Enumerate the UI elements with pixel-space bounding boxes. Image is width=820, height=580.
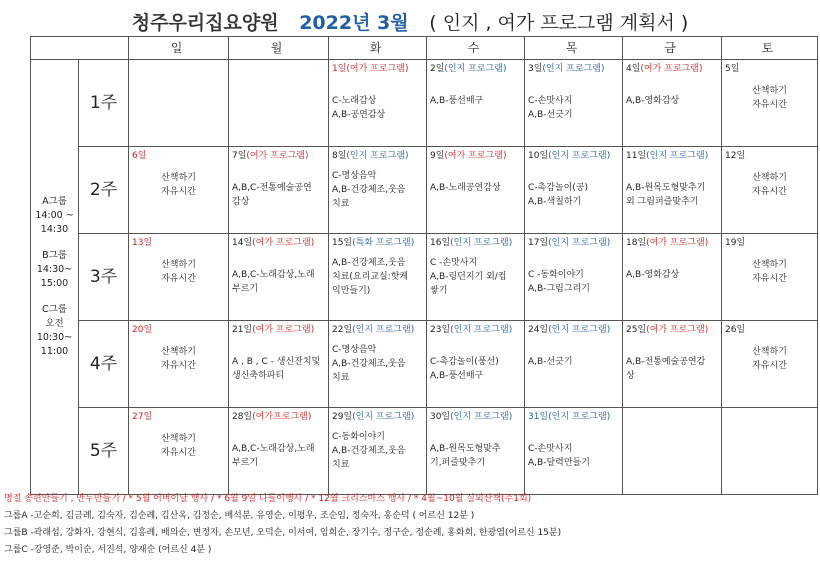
day-cell	[329, 321, 427, 408]
activity-line: A , B , C - 생신잔치및	[232, 357, 321, 367]
day-header	[229, 234, 328, 250]
day-cell-body	[229, 147, 328, 233]
activity-list	[427, 250, 524, 298]
group-time-line: C그룹	[42, 304, 67, 315]
date-number: 25일	[626, 325, 647, 335]
group-times	[31, 60, 79, 495]
day-cell	[129, 60, 229, 147]
activity-list	[427, 424, 524, 470]
week-row	[31, 408, 818, 495]
date-number: 10일	[528, 151, 549, 161]
day-cell	[525, 408, 623, 495]
date-number: 20일	[132, 325, 153, 335]
activity-line: A,B-원목도형맞추	[430, 444, 501, 454]
day-cell	[427, 147, 525, 234]
day-cell-body	[427, 234, 524, 320]
activity-line: A,B-선긋기	[528, 357, 573, 367]
activity-line: A,B,C-전통예술공연	[232, 183, 312, 193]
activity-line: 산책하기	[752, 86, 787, 96]
date-number: 9일	[430, 151, 445, 161]
page-title	[0, 8, 820, 35]
day-cell-body	[329, 321, 426, 407]
activity-list	[329, 250, 426, 298]
day-cell-body	[722, 408, 817, 494]
day-cell-body	[623, 147, 721, 233]
program-type: (인지 프로그램)	[352, 325, 415, 335]
activity-line: 생신축하파티	[232, 371, 285, 381]
activity-line: C-손맛사지	[528, 96, 573, 106]
events-note: 명절 송편만들기 , 만두만들기 / * 5월 어버이날 행사 / * 6월 9일 나들이행사 / * 12월 크리스마스 행사 / * 4월~10월 실외산책(주1회)	[4, 494, 532, 504]
day-cell	[722, 234, 818, 321]
activity-line: A,B-공연감상	[332, 110, 386, 120]
group-time-line: 10:30~	[36, 332, 73, 343]
day-cell	[129, 321, 229, 408]
group-b-members: 그룹B -곽래섭, 강화자, 강현식, 김흥례, 배의순, 변정자, 손모년, 오덕순, 이서여, 임희순, 장기수, 정구순, 정순례, 홍화희, 한광염(어르신 15분)	[4, 528, 562, 538]
activity-line: A,B-원목도형맞추기	[626, 183, 706, 193]
activity-line: A,B-풍선배구	[430, 96, 484, 106]
day-cell-body	[129, 321, 228, 407]
header-day: 목	[525, 37, 623, 60]
program-type: (인지 프로그램)	[548, 151, 611, 161]
day-cell-body	[525, 234, 622, 320]
activity-list	[427, 337, 524, 383]
day-header	[229, 147, 328, 163]
day-header	[427, 408, 524, 424]
program-type: (여가프로그램)	[252, 412, 312, 422]
day-cell	[623, 147, 722, 234]
activity-line: A,B,C-노래감상,노래	[232, 270, 315, 280]
day-cell	[329, 234, 427, 321]
activity-line: 외 그림퍼즐맞추기	[626, 197, 699, 207]
header-day: 월	[229, 37, 329, 60]
day-header	[623, 321, 721, 337]
program-type: (특화 프로그램)	[352, 238, 415, 248]
header-day: 토	[722, 37, 818, 60]
day-cell	[525, 147, 623, 234]
day-cell-body	[229, 60, 328, 146]
day-cell	[427, 321, 525, 408]
day-cell-body	[129, 234, 228, 320]
header-day: 수	[427, 37, 525, 60]
activity-line: A,B-링던지기 외/컵	[430, 272, 507, 282]
day-cell-body	[623, 321, 721, 407]
activity-line: C-노래감상	[332, 96, 377, 106]
program-type: (여가 프로그램)	[444, 151, 507, 161]
program-type: (여가 프로그램)	[252, 238, 315, 248]
activity-line: A,B-건강체조,웃음	[332, 258, 406, 268]
week-label: 2주	[79, 147, 129, 234]
day-cell-body	[525, 60, 622, 146]
date-number: 12일	[725, 151, 746, 161]
program-type: (인지 프로그램)	[450, 238, 513, 248]
activity-list	[525, 163, 622, 209]
activity-list	[427, 76, 524, 108]
day-cell-body	[229, 234, 328, 320]
program-type: (여가 프로그램)	[346, 64, 409, 74]
date-number: 22일	[332, 325, 353, 335]
group-c-members: 그룹C -강영준, 박이순, 서진석, 양재순 (어르신 4분 )	[4, 545, 212, 555]
activity-line: 자유시간	[161, 187, 196, 197]
day-cell	[623, 234, 722, 321]
activity-list	[722, 76, 817, 112]
activity-line: C-촉감놀이(공)	[528, 183, 589, 193]
group-time-line: 14:30~	[36, 264, 73, 275]
date-number: 26일	[725, 325, 746, 335]
day-cell	[329, 60, 427, 147]
program-type: (인지 프로그램)	[542, 64, 605, 74]
activity-line: C -동화이야기	[528, 270, 584, 280]
activity-list	[623, 76, 721, 108]
date-number: 13일	[132, 238, 153, 248]
day-cell-body	[623, 408, 721, 494]
activity-line: A,B-건강체조,웃음	[332, 446, 406, 456]
date-number: 30일	[430, 412, 451, 422]
activity-list	[329, 337, 426, 385]
program-type: (여가 프로그램)	[640, 64, 703, 74]
program-type: (인지 프로그램)	[548, 238, 611, 248]
date-number: 2일	[430, 64, 445, 74]
date-number: 28일	[232, 412, 253, 422]
activity-line: A,B-노래공연감상	[430, 183, 501, 193]
day-cell-body	[427, 147, 524, 233]
day-header	[722, 234, 817, 250]
day-header	[129, 408, 228, 424]
activity-line: 자유시간	[161, 274, 196, 284]
schedule-table	[30, 36, 818, 495]
day-header	[722, 60, 817, 76]
day-cell	[623, 60, 722, 147]
title-facility: 청주우리집요양원	[131, 12, 279, 34]
day-cell	[229, 60, 329, 147]
activity-list	[427, 163, 524, 195]
day-cell	[525, 321, 623, 408]
activity-line: 자유시간	[752, 274, 787, 284]
activity-line: 산책하기	[161, 434, 196, 444]
activity-line: A,B-영화감상	[626, 270, 680, 280]
day-header	[329, 147, 426, 163]
week-label: 5주	[79, 408, 129, 495]
activity-list	[329, 163, 426, 211]
group-time-line: 14:30	[40, 224, 69, 235]
program-type: (여가 프로그램)	[646, 325, 709, 335]
activity-line: 감상	[232, 197, 250, 207]
activity-line: 자유시간	[161, 361, 196, 371]
day-cell	[229, 321, 329, 408]
date-number: 18일	[626, 238, 647, 248]
day-header	[427, 147, 524, 163]
activity-line: 상	[626, 371, 635, 381]
activity-line: 자유시간	[752, 361, 787, 371]
activity-line: 자유시간	[161, 448, 196, 458]
activity-line: C-명상음악	[332, 345, 377, 355]
activity-line: 자유시간	[752, 100, 787, 110]
activity-line: 기,퍼즐맞추기	[430, 458, 486, 468]
title-date: 2022년 3월	[299, 12, 409, 34]
day-cell	[329, 147, 427, 234]
program-type: (인지 프로그램)	[646, 151, 709, 161]
week-row	[31, 234, 818, 321]
activity-line: 자유시간	[752, 187, 787, 197]
activity-list	[722, 163, 817, 199]
day-header	[722, 147, 817, 163]
activity-line: C-동화이야기	[332, 432, 386, 442]
day-header	[129, 234, 228, 250]
day-header	[329, 60, 426, 76]
day-cell	[427, 60, 525, 147]
program-type: (인지 프로그램)	[352, 412, 415, 422]
day-cell-body	[722, 147, 817, 233]
date-number: 7일	[232, 151, 247, 161]
activity-list	[525, 76, 622, 122]
date-number: 11일	[626, 151, 647, 161]
header-day: 금	[623, 37, 722, 60]
activity-line: A,B-영화감상	[626, 96, 680, 106]
week-row	[31, 321, 818, 408]
day-header	[623, 147, 721, 163]
activity-list	[129, 337, 228, 373]
day-header	[722, 321, 817, 337]
day-cell	[525, 234, 623, 321]
program-type: (인지 프로그램)	[450, 325, 513, 335]
date-number: 15일	[332, 238, 353, 248]
day-header	[525, 408, 622, 424]
date-number: 21일	[232, 325, 253, 335]
activity-line: C-촉감놀이(풍선)	[430, 357, 499, 367]
activity-line: 산책하기	[752, 347, 787, 357]
activity-line: A,B-건강체조,웃음	[332, 359, 406, 369]
activity-list	[623, 250, 721, 282]
date-number: 16일	[430, 238, 451, 248]
activity-line: A,B,C-노래감상,노래	[232, 444, 315, 454]
day-cell	[722, 147, 818, 234]
date-number: 6일	[132, 151, 147, 161]
activity-line: 치료	[332, 373, 350, 383]
day-cell-body	[329, 408, 426, 494]
group-time-line: B그룹	[42, 250, 67, 261]
day-header	[525, 321, 622, 337]
group-time-line: 오전	[45, 318, 64, 329]
activity-list	[722, 250, 817, 286]
day-header	[229, 321, 328, 337]
day-cell	[623, 321, 722, 408]
group-time-line: 11:00	[40, 346, 69, 357]
header-row	[31, 37, 818, 60]
day-cell-body	[229, 321, 328, 407]
day-header	[329, 234, 426, 250]
date-number: 14일	[232, 238, 253, 248]
day-header	[525, 234, 622, 250]
day-cell-body	[129, 408, 228, 494]
activity-list	[229, 163, 328, 209]
day-header	[427, 234, 524, 250]
week-row	[31, 147, 818, 234]
program-type: (인지 프로그램)	[346, 151, 409, 161]
day-header	[329, 408, 426, 424]
activity-list	[229, 337, 328, 383]
day-header	[427, 321, 524, 337]
date-number: 5일	[725, 64, 740, 74]
activity-line: A,B-건강체조,웃음	[332, 185, 406, 195]
activity-line: A,B-선긋기	[528, 110, 573, 120]
header-day: 일	[129, 37, 229, 60]
activity-line: A,B-색칠하기	[528, 197, 582, 207]
group-time-line: A그룹	[42, 196, 67, 207]
day-cell-body	[329, 60, 426, 146]
group-time-line: 14:00 ~	[35, 210, 74, 221]
day-cell	[623, 408, 722, 495]
day-cell	[229, 408, 329, 495]
program-type: (인지 프로그램)	[548, 412, 611, 422]
week-label: 4주	[79, 321, 129, 408]
day-cell-body	[329, 234, 426, 320]
day-cell	[229, 147, 329, 234]
activity-line: 부르기	[232, 458, 259, 468]
notes-section	[0, 491, 820, 559]
day-cell-body	[525, 147, 622, 233]
day-cell	[129, 147, 229, 234]
day-cell-body	[722, 234, 817, 320]
day-header	[129, 147, 228, 163]
day-cell-body	[229, 408, 328, 494]
week-label: 3주	[79, 234, 129, 321]
day-cell	[722, 60, 818, 147]
day-cell-body	[427, 321, 524, 407]
activity-list	[129, 424, 228, 460]
activity-list	[722, 337, 817, 373]
week-label: 1주	[79, 60, 129, 147]
activity-list	[623, 163, 721, 209]
date-number: 1일	[332, 64, 347, 74]
day-cell-body	[427, 60, 524, 146]
date-number: 19일	[725, 238, 746, 248]
activity-line: 부르기	[232, 284, 259, 294]
day-header	[129, 321, 228, 337]
day-header	[525, 147, 622, 163]
activity-list	[525, 424, 622, 470]
day-cell-body	[129, 147, 228, 233]
day-cell-body	[623, 234, 721, 320]
group-a-members: 그룹A -고순희, 김금례, 김숙자, 김순례, 김산옥, 김정순, 배석분, 유영순, 이평우, 조순임, 정숙자, 홍순덕 ( 어르신 12분 )	[4, 511, 475, 521]
activity-list	[129, 163, 228, 199]
day-cell-body	[722, 60, 817, 146]
day-cell-body	[129, 60, 228, 146]
header-corner	[31, 37, 129, 60]
program-type: (여가 프로그램)	[646, 238, 709, 248]
activity-line: 치료(요리교실:핫케	[332, 272, 409, 282]
activity-line: C -손맛사지	[430, 258, 478, 268]
program-type: (여가 프로그램)	[252, 325, 315, 335]
date-number: 23일	[430, 325, 451, 335]
activity-line: 산책하기	[161, 260, 196, 270]
activity-line: 산책하기	[161, 347, 196, 357]
day-cell-body	[722, 321, 817, 407]
activity-line: A,B-전통예술공연감	[626, 357, 706, 367]
group-time-line: 15:00	[40, 278, 69, 289]
activity-line: 치료	[332, 460, 350, 470]
title-subtitle: ( 인지 , 여가 프로그램 계획서 )	[429, 12, 689, 34]
day-cell	[722, 321, 818, 408]
day-cell	[229, 234, 329, 321]
activity-list	[623, 337, 721, 383]
day-cell	[129, 408, 229, 495]
activity-line: 익만들기)	[332, 286, 371, 296]
program-type: (인지 프로그램)	[450, 412, 513, 422]
activity-line: 산책하기	[752, 260, 787, 270]
activity-list	[525, 337, 622, 369]
activity-list	[329, 76, 426, 122]
day-cell-body	[623, 60, 721, 146]
day-cell	[525, 60, 623, 147]
activity-line: C-손맛사지	[528, 444, 573, 454]
date-number: 4일	[626, 64, 641, 74]
date-number: 8일	[332, 151, 347, 161]
day-header	[329, 321, 426, 337]
activity-line: 산책하기	[161, 173, 196, 183]
activity-line: 쌓기	[430, 286, 448, 296]
day-cell	[129, 234, 229, 321]
week-row	[31, 60, 818, 147]
activity-list	[129, 250, 228, 286]
day-header	[525, 60, 622, 76]
activity-list	[229, 250, 328, 296]
activity-list	[329, 424, 426, 472]
day-cell	[427, 234, 525, 321]
activity-line: C-명상음악	[332, 171, 377, 181]
activity-line: A,B-풍선배구	[430, 371, 484, 381]
day-cell-body	[525, 321, 622, 407]
day-cell	[722, 408, 818, 495]
day-cell	[427, 408, 525, 495]
activity-list	[229, 424, 328, 470]
activity-line: A,B-달력만들기	[528, 458, 590, 468]
date-number: 17일	[528, 238, 549, 248]
program-type: (여가 프로그램)	[246, 151, 309, 161]
day-cell-body	[525, 408, 622, 494]
day-header	[623, 234, 721, 250]
day-header	[623, 60, 721, 76]
activity-line: 치료	[332, 199, 350, 209]
day-header	[427, 60, 524, 76]
day-cell	[329, 408, 427, 495]
day-header	[229, 408, 328, 424]
date-number: 27일	[132, 412, 153, 422]
day-cell-body	[329, 147, 426, 233]
activity-line: A,B-그림그리기	[528, 284, 590, 294]
activity-line: 산책하기	[752, 173, 787, 183]
header-day: 화	[329, 37, 427, 60]
date-number: 24일	[528, 325, 549, 335]
program-type: (인지 프로그램)	[548, 325, 611, 335]
date-number: 3일	[528, 64, 543, 74]
date-number: 29일	[332, 412, 353, 422]
program-type: (인지 프로그램)	[444, 64, 507, 74]
day-cell-body	[427, 408, 524, 494]
activity-list	[525, 250, 622, 296]
date-number: 31일	[528, 412, 549, 422]
